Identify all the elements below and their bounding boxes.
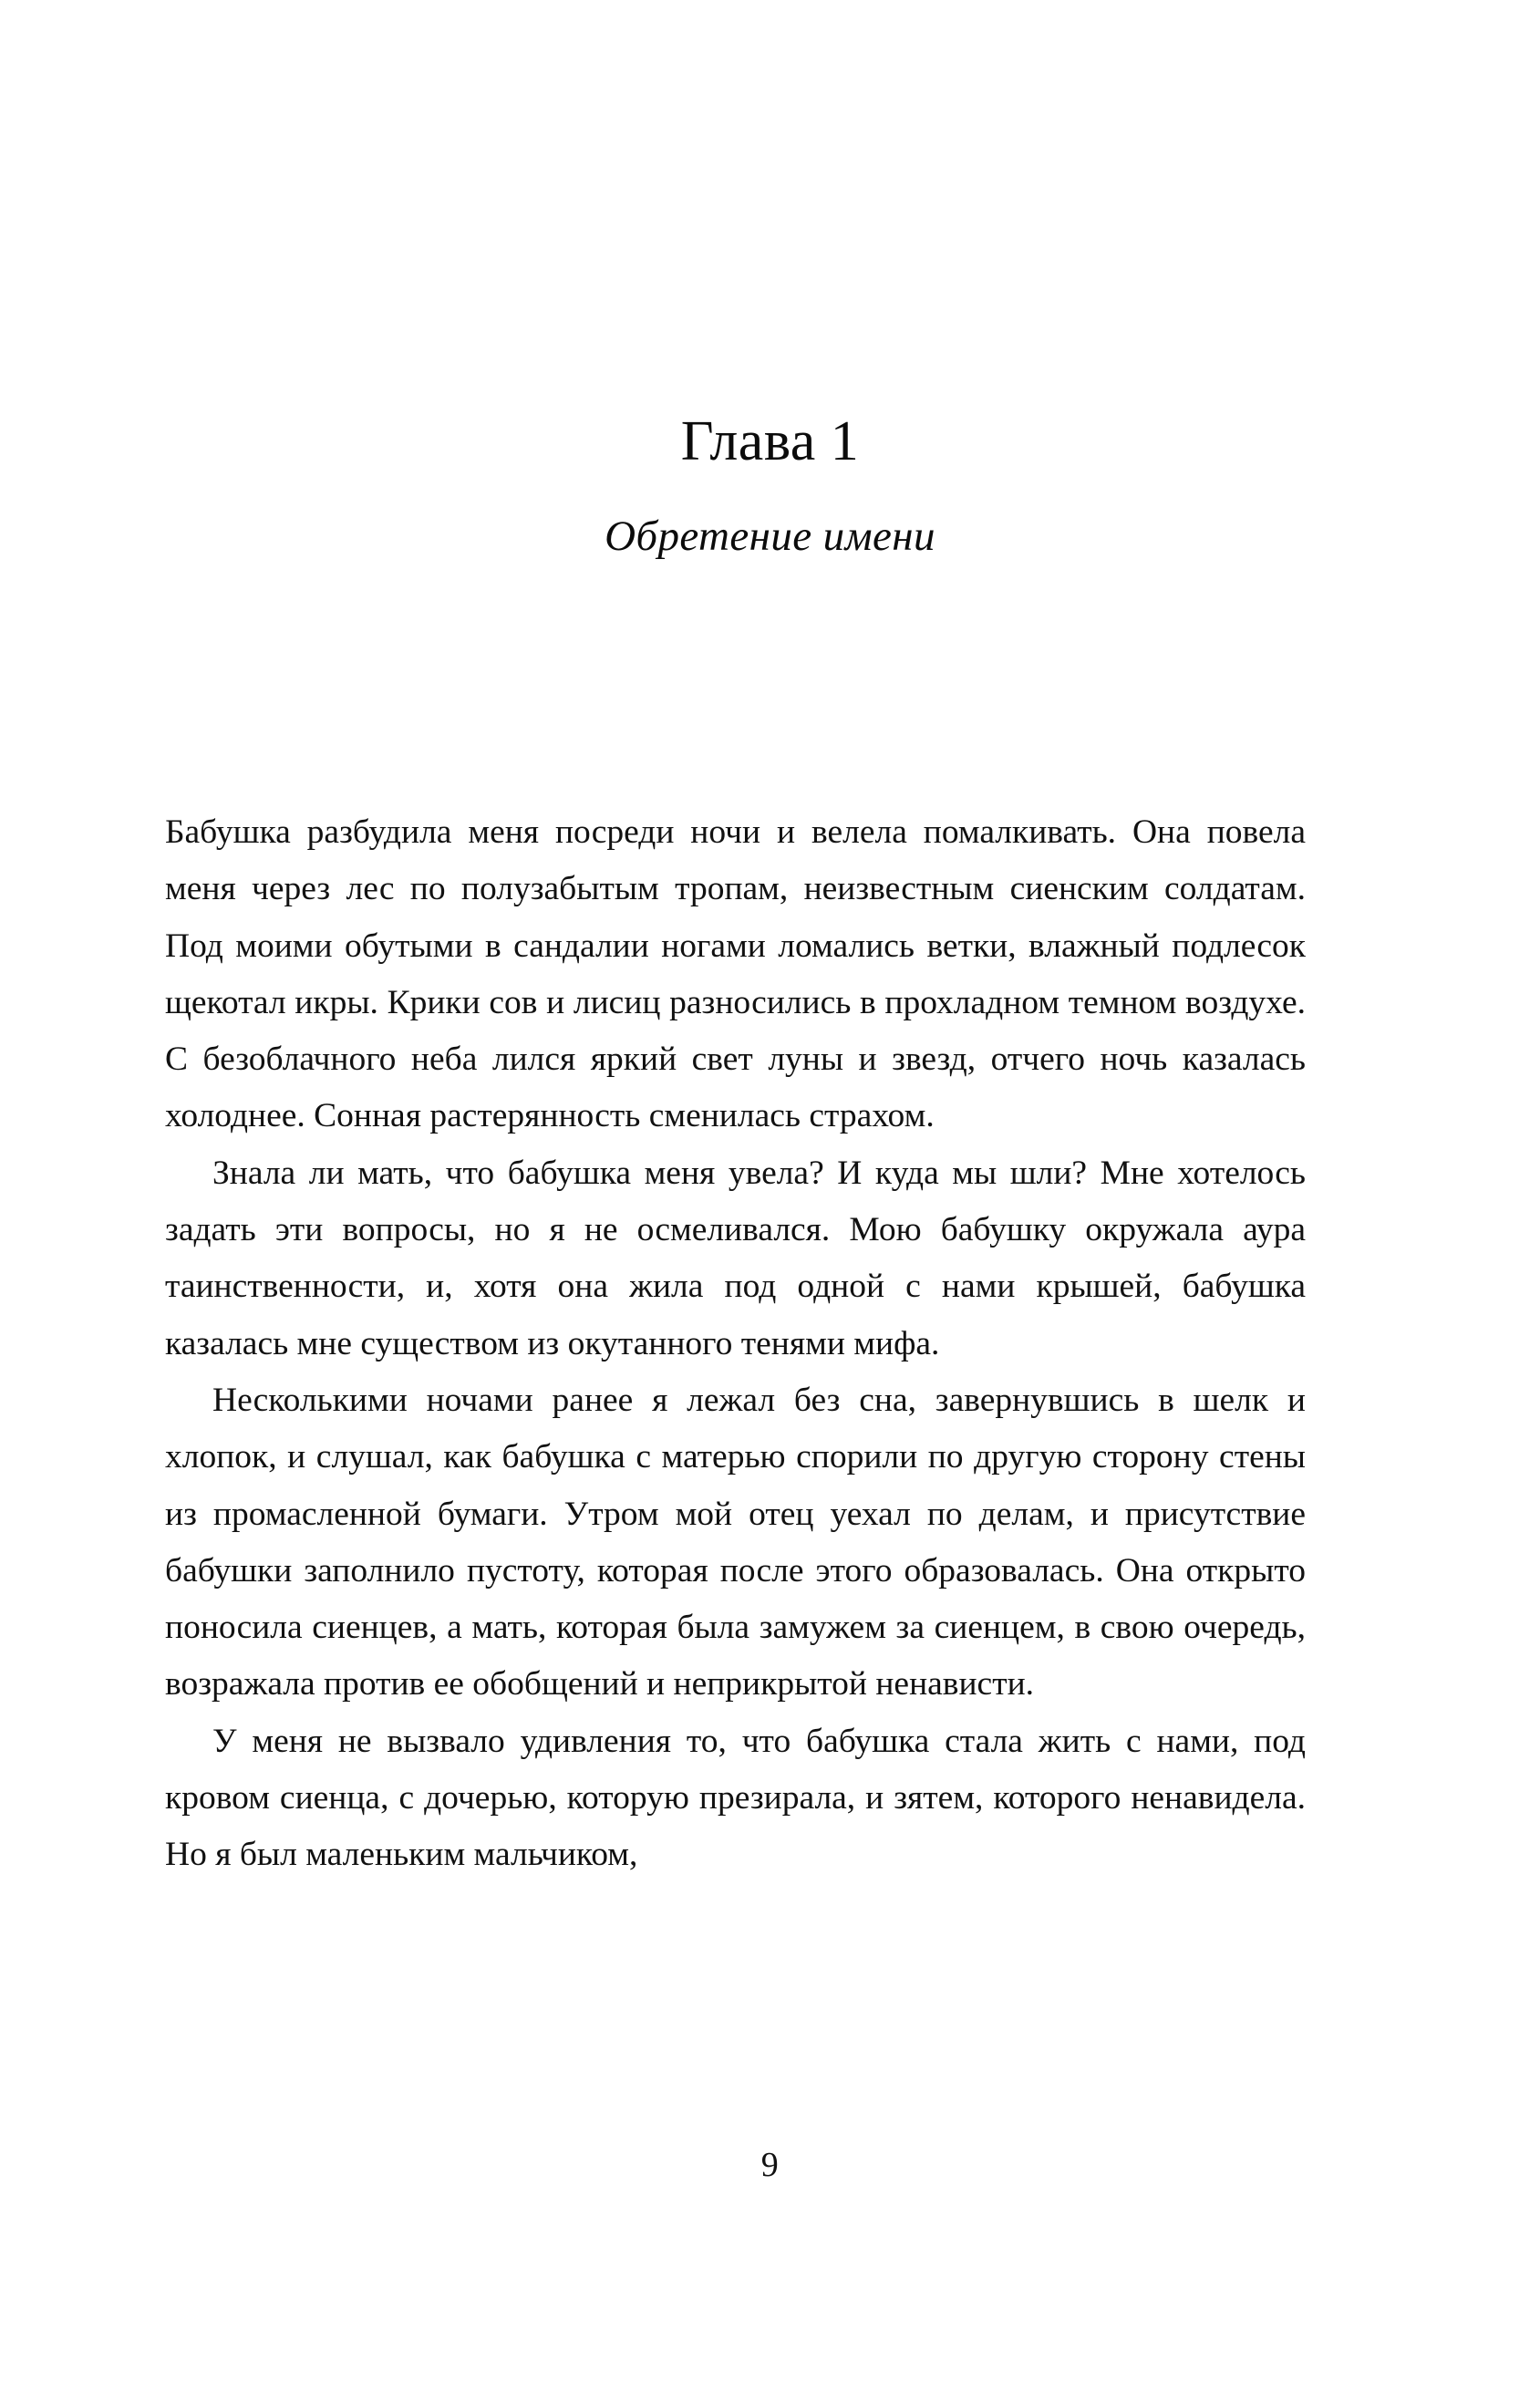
chapter-title: Глава 1 [680,410,860,472]
chapter-subtitle: Обретение имени [605,513,935,561]
body-paragraph: Знала ли мать, что бабушка меня увела? И куда мы шли? Мне хотелось задать эти вопросы, но я не осмеливался. Мою бабушку окружала аура таинственности, и, хотя она жила под одной с нами крышей, бабушка казалась мне существом из окутанного тенями мифа. [165,1154,1306,1362]
page-number: 9 [760,2146,780,2184]
chapter-heading-block [0,412,1540,561]
body-paragraph: У меня не вызвало удивления то, что бабушка стала жить с нами, под кровом сиенца, с дочерью, которую презирала, и зятем, которого ненавидела. Но я был маленьким мальчиком, [165,1722,1306,1874]
body-paragraph: Несколькими ночами ранее я лежал без сна, завернувшись в шелк и хлопок, и слушал, как бабушка с матерью спорили по другую сторону стены из промасленной бумаги. Утром мой отец уехал по делам, и присутствие бабушки заполнило пустоту, которая после этого образовалась. Она открыто поносила сиенцев, а мать, которая была замужем за сиенцем, в свою очередь, возражала против ее обобщений и неприкрытой ненависти. [165,1381,1306,1703]
body-text-column [165,804,1306,1884]
body-paragraph: Бабушка разбудила меня посреди ночи и велела помалкивать. Она повела меня через лес по полузабытым тропам, неизвестным сиенским солдатам. Под моими обутыми в сандалии ногами ломались ветки, влажный подлесок щекотал икры. Крики сов и лисиц разносились в прохладном темном воздухе. С безоблачного неба лился яркий свет луны и звезд, отчего ночь казалась холоднее. Сонная растерянность сменилась страхом. [165,813,1306,1135]
